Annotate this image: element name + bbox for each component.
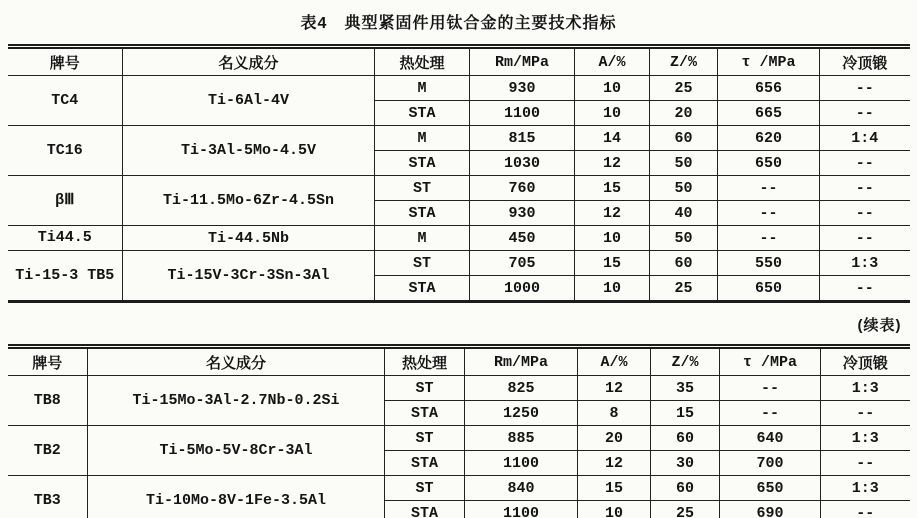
reduction-cell: 60 (651, 476, 720, 501)
table-row (8, 126, 910, 151)
heat-treatment-cell: STA (375, 151, 470, 176)
rm-cell: 825 (465, 376, 578, 401)
composition-cell: Ti-6Al-4V (123, 76, 375, 126)
shear-cell: 650 (718, 276, 820, 302)
elongation-cell: 10 (575, 276, 650, 302)
shear-cell: -- (718, 176, 820, 201)
heat-treatment-cell: ST (375, 251, 470, 276)
elongation-cell: 12 (578, 376, 651, 401)
col-header-shear: τ /MPa (718, 47, 820, 76)
heat-treatment-cell: ST (385, 476, 465, 501)
reduction-cell: 30 (651, 451, 720, 476)
shear-cell: 640 (720, 426, 821, 451)
rm-cell: 705 (470, 251, 575, 276)
cold-heading-cell: -- (820, 76, 910, 101)
composition-cell: Ti-5Mo-5V-8Cr-3Al (88, 426, 385, 476)
grade-cell: Ti-15-3 TB5 (8, 251, 123, 302)
heat-treatment-cell: M (375, 126, 470, 151)
col-header-grade: 牌号 (8, 347, 88, 376)
composition-cell: Ti-3Al-5Mo-4.5V (123, 126, 375, 176)
col-header-cold-heading: 冷顶锻 (821, 347, 910, 376)
table-row (8, 376, 910, 401)
elongation-cell: 12 (575, 151, 650, 176)
rm-cell: 1100 (465, 451, 578, 476)
shear-cell: 656 (718, 76, 820, 101)
shear-cell: 550 (718, 251, 820, 276)
cold-heading-cell: -- (820, 151, 910, 176)
heat-treatment-cell: M (375, 76, 470, 101)
composition-cell: Ti-10Mo-8V-1Fe-3.5Al (88, 476, 385, 518)
col-header-elongation: A/% (578, 347, 651, 376)
col-header-heat-treatment: 热处理 (375, 47, 470, 76)
rm-cell: 930 (470, 76, 575, 101)
heat-treatment-cell: STA (375, 101, 470, 126)
table-row (8, 426, 910, 451)
reduction-cell: 40 (650, 201, 718, 226)
continuation-label: (续表) (857, 317, 902, 334)
composition-cell: Ti-11.5Mo-6Zr-4.5Sn (123, 176, 375, 226)
cold-heading-cell: -- (820, 276, 910, 302)
table-row (8, 76, 910, 101)
heat-treatment-cell: STA (375, 276, 470, 302)
table-row (8, 226, 910, 251)
shear-cell: -- (720, 376, 821, 401)
reduction-cell: 60 (651, 426, 720, 451)
rm-cell: 1100 (470, 101, 575, 126)
grade-cell: TC16 (8, 126, 123, 176)
shear-cell: 650 (718, 151, 820, 176)
rm-cell: 760 (470, 176, 575, 201)
reduction-cell: 60 (650, 126, 718, 151)
composition-cell: Ti-15Mo-3Al-2.7Nb-0.2Si (88, 376, 385, 426)
cold-heading-cell: -- (821, 401, 910, 426)
grade-cell: TC4 (8, 76, 123, 126)
reduction-cell: 60 (650, 251, 718, 276)
shear-cell: 650 (720, 476, 821, 501)
col-header-elongation: A/% (575, 47, 650, 76)
shear-cell: 665 (718, 101, 820, 126)
cold-heading-cell: -- (821, 501, 910, 518)
rm-cell: 1000 (470, 276, 575, 302)
elongation-cell: 12 (578, 451, 651, 476)
table-1 (8, 44, 910, 303)
cold-heading-cell: 1:4 (820, 126, 910, 151)
col-header-shear: τ /MPa (720, 347, 821, 376)
elongation-cell: 15 (575, 251, 650, 276)
shear-cell: 690 (720, 501, 821, 518)
rm-cell: 840 (465, 476, 578, 501)
elongation-cell: 10 (575, 226, 650, 251)
shear-cell: 620 (718, 126, 820, 151)
rm-cell: 1100 (465, 501, 578, 518)
reduction-cell: 50 (650, 226, 718, 251)
heat-treatment-cell: ST (375, 176, 470, 201)
cold-heading-cell: 1:3 (821, 426, 910, 451)
cold-heading-cell: -- (820, 176, 910, 201)
elongation-cell: 15 (575, 176, 650, 201)
elongation-cell: 10 (575, 76, 650, 101)
elongation-cell: 10 (578, 501, 651, 518)
table-1-header-row (8, 47, 910, 76)
col-header-reduction: Z/% (651, 347, 720, 376)
table-row (8, 176, 910, 201)
rm-cell: 885 (465, 426, 578, 451)
elongation-cell: 8 (578, 401, 651, 426)
composition-cell: Ti-15V-3Cr-3Sn-3Al (123, 251, 375, 302)
document-page (8, 0, 910, 518)
rm-cell: 1030 (470, 151, 575, 176)
heat-treatment-cell: STA (385, 501, 465, 518)
col-header-cold-heading: 冷顶锻 (820, 47, 910, 76)
elongation-cell: 15 (578, 476, 651, 501)
page-title: 表4 典型紧固件用钛合金的主要技术指标 (300, 15, 617, 32)
shear-cell: 700 (720, 451, 821, 476)
heat-treatment-cell: STA (385, 451, 465, 476)
cold-heading-cell: -- (821, 451, 910, 476)
cold-heading-cell: -- (820, 101, 910, 126)
grade-cell: TB3 (8, 476, 88, 518)
col-header-composition: 名义成分 (88, 347, 385, 376)
cold-heading-cell: 1:3 (820, 251, 910, 276)
grade-cell: Ti44.5 (8, 226, 123, 251)
col-header-reduction: Z/% (650, 47, 718, 76)
reduction-cell: 35 (651, 376, 720, 401)
col-header-grade: 牌号 (8, 47, 123, 76)
reduction-cell: 25 (651, 501, 720, 518)
heat-treatment-cell: ST (385, 376, 465, 401)
rm-cell: 450 (470, 226, 575, 251)
table-row (8, 251, 910, 276)
cold-heading-cell: 1:3 (821, 376, 910, 401)
composition-cell: Ti-44.5Nb (123, 226, 375, 251)
rm-cell: 930 (470, 201, 575, 226)
col-header-heat-treatment: 热处理 (385, 347, 465, 376)
shear-cell: -- (718, 226, 820, 251)
heat-treatment-cell: M (375, 226, 470, 251)
grade-cell: TB2 (8, 426, 88, 476)
elongation-cell: 14 (575, 126, 650, 151)
heat-treatment-cell: ST (385, 426, 465, 451)
table-2 (8, 344, 910, 518)
heat-treatment-cell: STA (385, 401, 465, 426)
cold-heading-cell: -- (820, 201, 910, 226)
col-header-rm: Rm/MPa (465, 347, 578, 376)
col-header-composition: 名义成分 (123, 47, 375, 76)
rm-cell: 1250 (465, 401, 578, 426)
reduction-cell: 25 (650, 76, 718, 101)
rm-cell: 815 (470, 126, 575, 151)
reduction-cell: 15 (651, 401, 720, 426)
shear-cell: -- (718, 201, 820, 226)
elongation-cell: 10 (575, 101, 650, 126)
reduction-cell: 25 (650, 276, 718, 302)
grade-cell: TB8 (8, 376, 88, 426)
shear-cell: -- (720, 401, 821, 426)
heat-treatment-cell: STA (375, 201, 470, 226)
reduction-cell: 50 (650, 151, 718, 176)
reduction-cell: 20 (650, 101, 718, 126)
col-header-rm: Rm/MPa (470, 47, 575, 76)
table-row (8, 476, 910, 501)
elongation-cell: 12 (575, 201, 650, 226)
elongation-cell: 20 (578, 426, 651, 451)
reduction-cell: 50 (650, 176, 718, 201)
cold-heading-cell: 1:3 (821, 476, 910, 501)
grade-cell: βⅢ (8, 176, 123, 226)
cold-heading-cell: -- (820, 226, 910, 251)
table-2-header-row (8, 347, 910, 376)
